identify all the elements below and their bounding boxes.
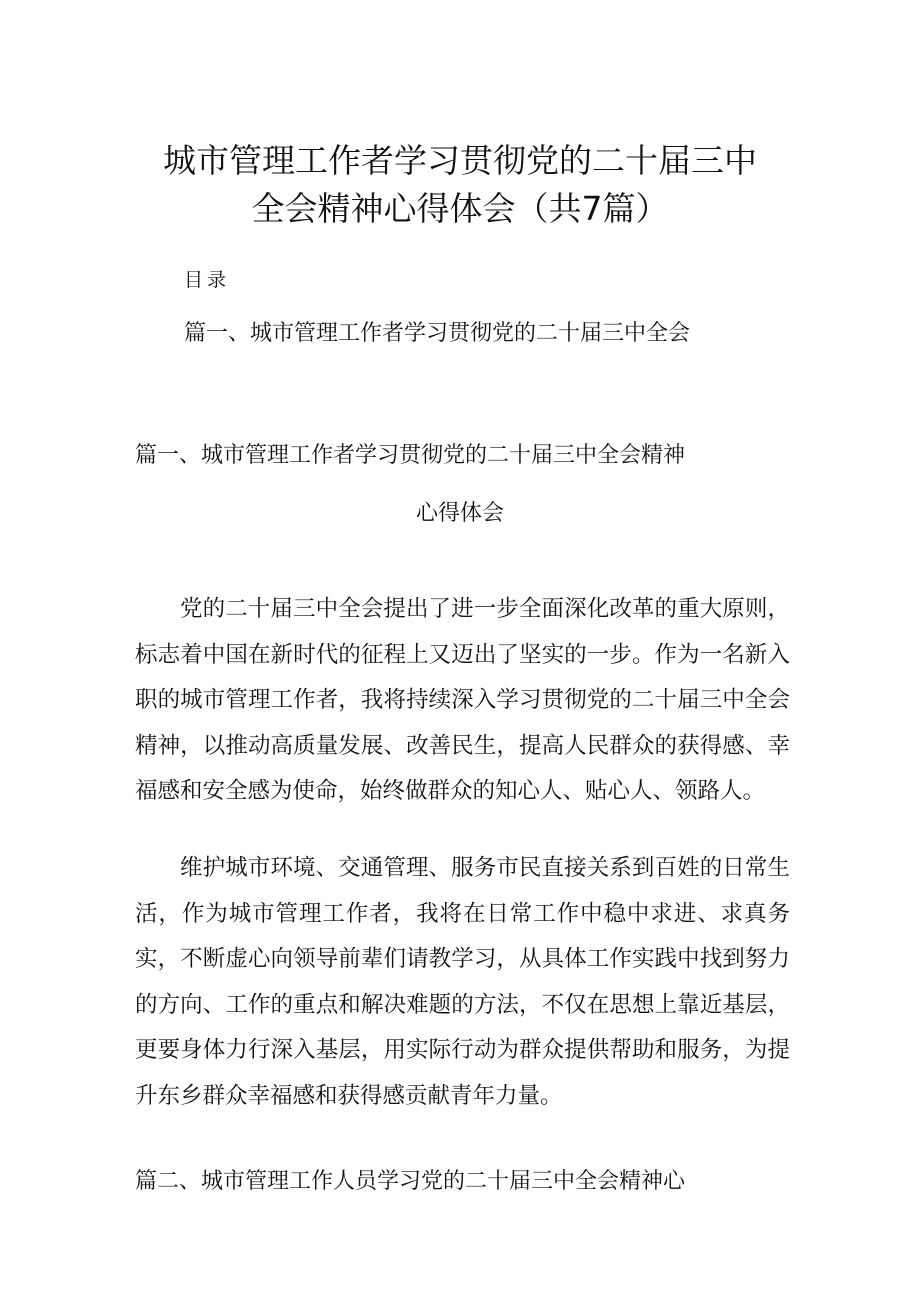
section-1-heading-line-2: 心得体会 (415, 501, 504, 526)
section-1-paragraph-1: 党的二十届三中全会提出了进一步全面深化改革的重大原则，标志着中国在新时代的征程上又迈出了坚实的一步。作为一名新入职的城市管理工作者，我将持续深入学习贯彻党的二十届三中全会精神，以推动高质量发展、改善民生，提高人民群众的获得感、幸福感和安全感为使命，始终做群众的知心人、贴心人、领路人。 (135, 596, 790, 804)
toc-item-1[interactable]: 篇一、城市管理工作者学习贯彻党的二十届三中全会 (184, 321, 691, 346)
section-1-heading-line-1: 篇一、城市管理工作者学习贯彻党的二十届三中全会精神 (135, 443, 686, 468)
document-title-line-2: 全会精神心得体会（共7篇） (251, 189, 669, 228)
document-title-line-1: 城市管理工作者学习贯彻党的二十届三中 (163, 141, 757, 180)
section-2-heading-line-1: 篇二、城市管理工作人员学习党的二十届三中全会精神心 (135, 1169, 686, 1194)
table-of-contents-label: 目录 (184, 269, 231, 291)
section-1-paragraph-2: 维护城市环境、交通管理、服务市民直接关系到百姓的日常生活，作为城市管理工作者，我将在日常工作中稳中求进、求真务实，不断虚心向领导前辈们请教学习，从具体工作实践中找到努力的方向、工作的重点和解决难题的方法，不仅在思想上靠近基层，更要身体力行深入基层，用实际行动为群众提供帮助和服务，为提升东乡群众幸福感和获得感贡献青年力量。 (135, 855, 790, 1109)
